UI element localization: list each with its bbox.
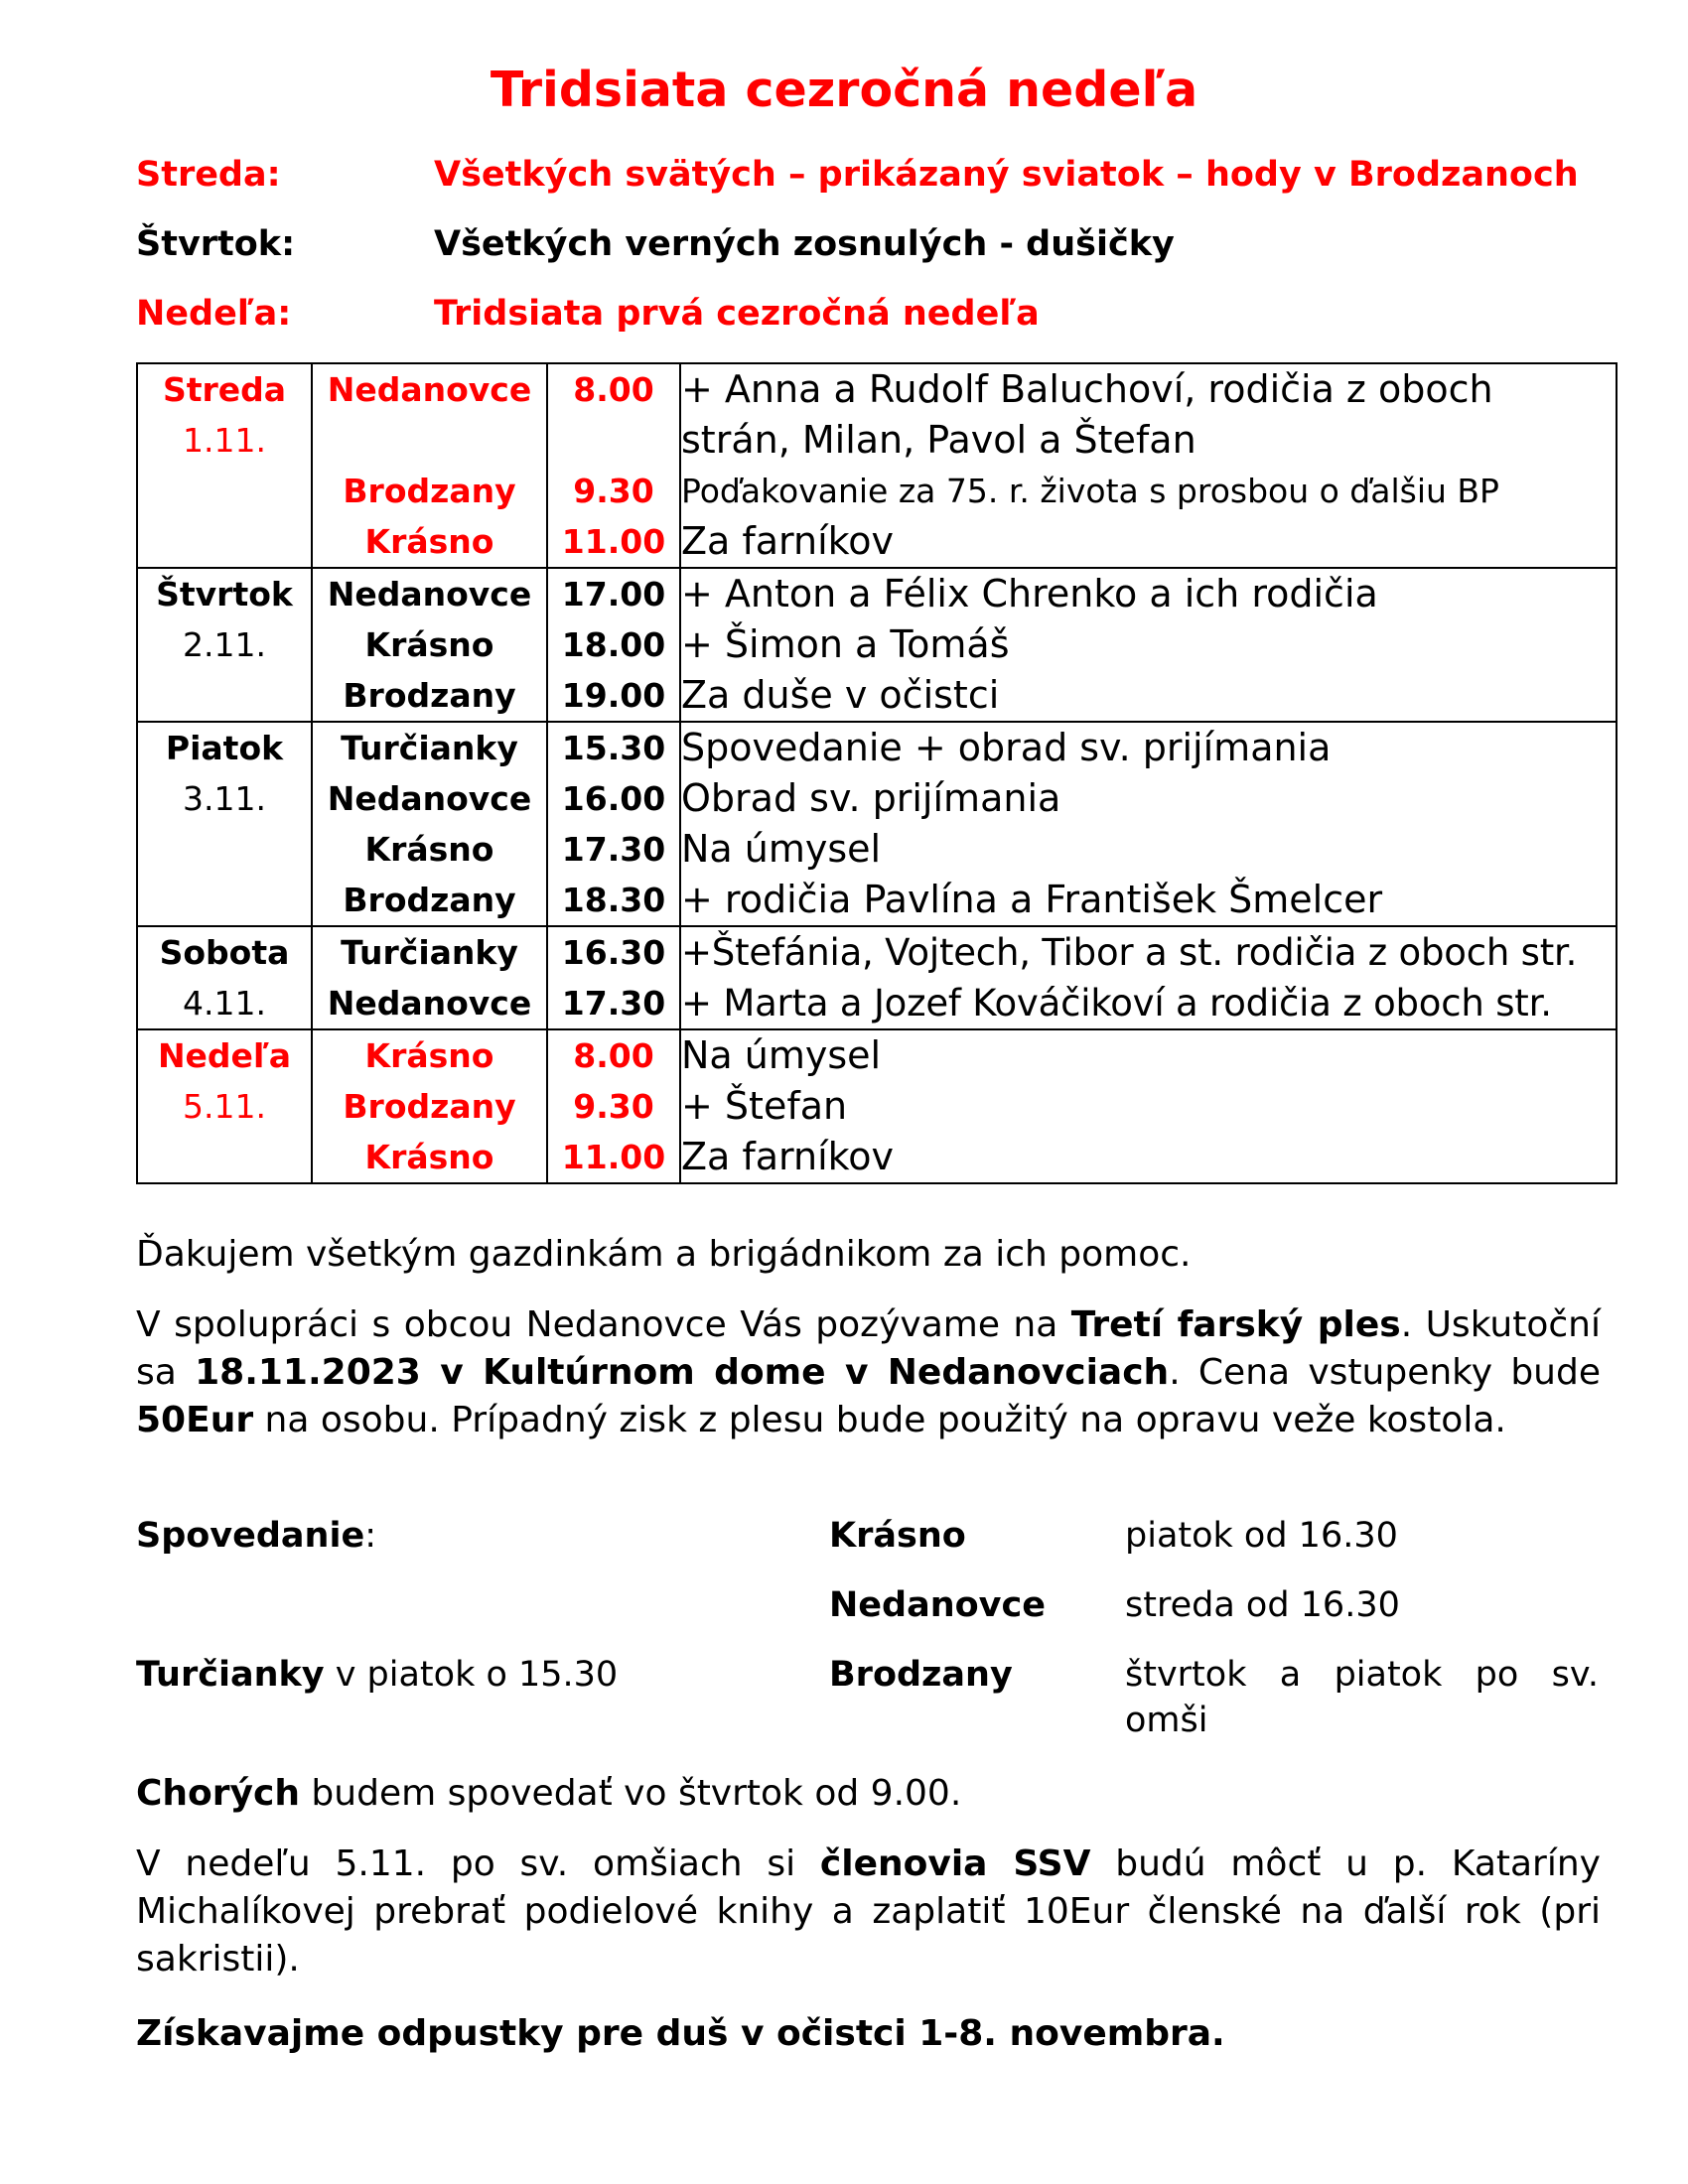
schedule-intention: Za farníkov bbox=[681, 519, 895, 563]
thanks-note: Ďakujem všetkým gazdinkám a brigádnikom za ich pomoc. bbox=[136, 1234, 1192, 1275]
schedule-date: 5.11. bbox=[183, 1087, 266, 1126]
text-run: na osobu. Prípadný zisk z plesu bude použitý na opravu veže kostola. bbox=[253, 1400, 1506, 1440]
schedule-place: Turčianky bbox=[341, 729, 518, 767]
schedule-date: 1.11. bbox=[183, 421, 266, 460]
schedule-time-cell bbox=[547, 1029, 680, 1183]
schedule-day: Štvrtok bbox=[156, 575, 293, 614]
schedule-row bbox=[137, 568, 1617, 722]
ples-price: 50Eur bbox=[136, 1400, 254, 1440]
schedule-day-cell bbox=[137, 568, 312, 722]
schedule-place: Krásno bbox=[364, 1138, 494, 1176]
schedule-time: 18.00 bbox=[561, 625, 666, 664]
schedule-day-cell bbox=[137, 1029, 312, 1183]
schedule-place: Krásno bbox=[364, 1036, 494, 1075]
ples-name: Tretí farský ples bbox=[1070, 1304, 1401, 1345]
upcoming-label: Streda: bbox=[136, 155, 281, 195]
schedule-intention: + rodičia Pavlína a František Šmelcer bbox=[681, 878, 1383, 921]
upcoming-label: Nedeľa: bbox=[136, 294, 292, 334]
schedule-time: 17.00 bbox=[561, 575, 666, 614]
sick-bold: Chorých bbox=[136, 1773, 300, 1814]
schedule-intent-cell bbox=[680, 1029, 1617, 1183]
ssv-members: členovia SSV bbox=[819, 1843, 1091, 1884]
text-run: . Cena vstupenky bude bbox=[1169, 1352, 1601, 1393]
schedule-day: Piatok bbox=[165, 729, 284, 767]
schedule-time: 8.00 bbox=[573, 370, 654, 409]
confession-place-brodzany: Brodzany bbox=[829, 1655, 1013, 1695]
confession-heading-text: Spovedanie bbox=[136, 1516, 365, 1556]
schedule-time: 17.30 bbox=[561, 984, 666, 1023]
ples-date-place: 18.11.2023 v Kultúrnom dome v Nedanovciach bbox=[195, 1352, 1170, 1393]
text-run: : bbox=[364, 1516, 376, 1556]
schedule-date: 2.11. bbox=[183, 625, 266, 664]
schedule-time-cell bbox=[547, 926, 680, 1029]
schedule-time: 9.30 bbox=[573, 1087, 654, 1126]
upcoming-text: Všetkých svätých – prikázaný sviatok – hody v Brodzanoch bbox=[434, 155, 1579, 195]
upcoming-text: Tridsiata prvá cezročná nedeľa bbox=[434, 294, 1040, 334]
schedule-time: 11.00 bbox=[561, 1138, 666, 1176]
schedule-place-cell bbox=[312, 926, 547, 1029]
schedule-place-cell bbox=[312, 722, 547, 926]
schedule-intention: + Šimon a Tomáš bbox=[681, 622, 1010, 666]
schedule-intention: +Štefánia, Vojtech, Tibor a st. rodičia z oboch str. bbox=[681, 931, 1578, 974]
schedule-place-cell bbox=[312, 1029, 547, 1183]
confession-time-nedanovce: streda od 16.30 bbox=[1125, 1585, 1400, 1625]
schedule-place: Brodzany bbox=[343, 472, 516, 510]
confession-time: v piatok o 15.30 bbox=[324, 1655, 619, 1695]
text-run: V nedeľu 5.11. po sv. omšiach si bbox=[136, 1843, 820, 1884]
schedule-time: 17.30 bbox=[561, 830, 666, 869]
schedule-time: 16.00 bbox=[561, 779, 666, 818]
schedule-date: 3.11. bbox=[183, 779, 266, 818]
page-title: Tridsiata cezročná nedeľa bbox=[490, 62, 1198, 118]
schedule-intention: Obrad sv. prijímania bbox=[681, 776, 1061, 820]
schedule-place: Krásno bbox=[364, 625, 494, 664]
confession-turcianky bbox=[136, 1652, 618, 1698]
schedule-intention: + Anna a Rudolf Baluchoví, rodičia z oboch bbox=[681, 367, 1493, 411]
schedule-place: Brodzany bbox=[343, 881, 516, 919]
schedule-place-cell bbox=[312, 363, 547, 568]
schedule-intention: + Marta a Jozef Kováčikoví a rodičia z oboch str. bbox=[681, 982, 1552, 1024]
schedule-intention: Spovedanie + obrad sv. prijímania bbox=[681, 726, 1332, 769]
schedule-place: Krásno bbox=[364, 830, 494, 869]
schedule-row bbox=[137, 722, 1617, 926]
schedule-time: 8.00 bbox=[573, 1036, 654, 1075]
text-run: . Uskutoční sa bbox=[136, 1304, 1601, 1393]
place-name: Turčianky bbox=[136, 1655, 325, 1695]
text-run: budem spovedať vo štvrtok od 9.00. bbox=[299, 1773, 962, 1814]
confession-time-brodzany: štvrtok a piatok po sv. omši bbox=[1125, 1655, 1599, 1740]
confession-place-krasno: Krásno bbox=[829, 1516, 966, 1556]
schedule-row bbox=[137, 926, 1617, 1029]
schedule-day: Streda bbox=[162, 370, 287, 409]
schedule-time: 9.30 bbox=[573, 472, 654, 510]
schedule-row bbox=[137, 1029, 1617, 1183]
schedule-day-cell bbox=[137, 926, 312, 1029]
schedule-day: Nedeľa bbox=[157, 1036, 292, 1075]
schedule-time: 15.30 bbox=[561, 729, 666, 767]
schedule-place: Brodzany bbox=[343, 676, 516, 715]
schedule-day-cell bbox=[137, 363, 312, 568]
confession-time-krasno: piatok od 16.30 bbox=[1125, 1516, 1398, 1556]
schedule-intention: Za duše v očistci bbox=[681, 673, 1000, 717]
schedule-time-cell bbox=[547, 722, 680, 926]
schedule-time: 18.30 bbox=[561, 881, 666, 919]
schedule-place: Turčianky bbox=[341, 933, 518, 972]
schedule-time: 11.00 bbox=[561, 522, 666, 561]
schedule-time-cell bbox=[547, 568, 680, 722]
schedule-place: Nedanovce bbox=[327, 779, 532, 818]
schedule-time: 16.30 bbox=[561, 933, 666, 972]
schedule-place bbox=[313, 415, 546, 466]
schedule-place: Nedanovce bbox=[327, 575, 532, 614]
schedule-place: Nedanovce bbox=[327, 370, 532, 409]
schedule-intent-cell bbox=[680, 926, 1617, 1029]
sick-confession-note bbox=[136, 1770, 1601, 1818]
schedule-intent-cell bbox=[680, 568, 1617, 722]
schedule-intention: Za farníkov bbox=[681, 1135, 895, 1178]
schedule-intent-cell bbox=[680, 363, 1617, 568]
confession-place-nedanovce: Nedanovce bbox=[829, 1585, 1046, 1625]
text-run: budú môcť u p. Kataríny Michalíkovej prebrať podielové knihy a zaplatiť 10Eur členské na ďalší rok (pri sakristii). bbox=[136, 1843, 1601, 1979]
ssv-note bbox=[136, 1841, 1601, 1983]
schedule-intention: Na úmysel bbox=[681, 827, 882, 871]
schedule-day-cell bbox=[137, 722, 312, 926]
upcoming-label: Štvrtok: bbox=[136, 224, 296, 264]
indulgence-note: Získavajme odpustky pre duš v očistci 1-8. novembra. bbox=[136, 2013, 1225, 2054]
schedule-intention: strán, Milan, Pavol a Štefan bbox=[681, 418, 1196, 462]
schedule-intention: Poďakovanie za 75. r. života s prosbou o ďalšiu BP bbox=[681, 472, 1499, 510]
schedule-time bbox=[548, 415, 679, 466]
schedule-time-cell bbox=[547, 363, 680, 568]
schedule-intention: Na úmysel bbox=[681, 1033, 882, 1077]
mass-schedule-table bbox=[136, 362, 1618, 1184]
upcoming-text: Všetkých verných zosnulých - dušičky bbox=[434, 224, 1175, 264]
schedule-intention: + Štefan bbox=[681, 1084, 848, 1128]
schedule-intention: + Anton a Félix Chrenko a ich rodičia bbox=[681, 572, 1378, 615]
schedule-time: 19.00 bbox=[561, 676, 666, 715]
ples-announcement bbox=[136, 1301, 1601, 1444]
schedule-intent-cell bbox=[680, 722, 1617, 926]
schedule-place: Nedanovce bbox=[327, 984, 532, 1023]
schedule-day: Sobota bbox=[159, 933, 290, 972]
schedule-row bbox=[137, 363, 1617, 568]
schedule-place: Krásno bbox=[364, 522, 494, 561]
text-run: V spolupráci s obcou Nedanovce Vás pozývame na bbox=[136, 1304, 1071, 1345]
confession-heading bbox=[136, 1513, 376, 1559]
schedule-place: Brodzany bbox=[343, 1087, 516, 1126]
schedule-date: 4.11. bbox=[183, 984, 266, 1023]
schedule-place-cell bbox=[312, 568, 547, 722]
